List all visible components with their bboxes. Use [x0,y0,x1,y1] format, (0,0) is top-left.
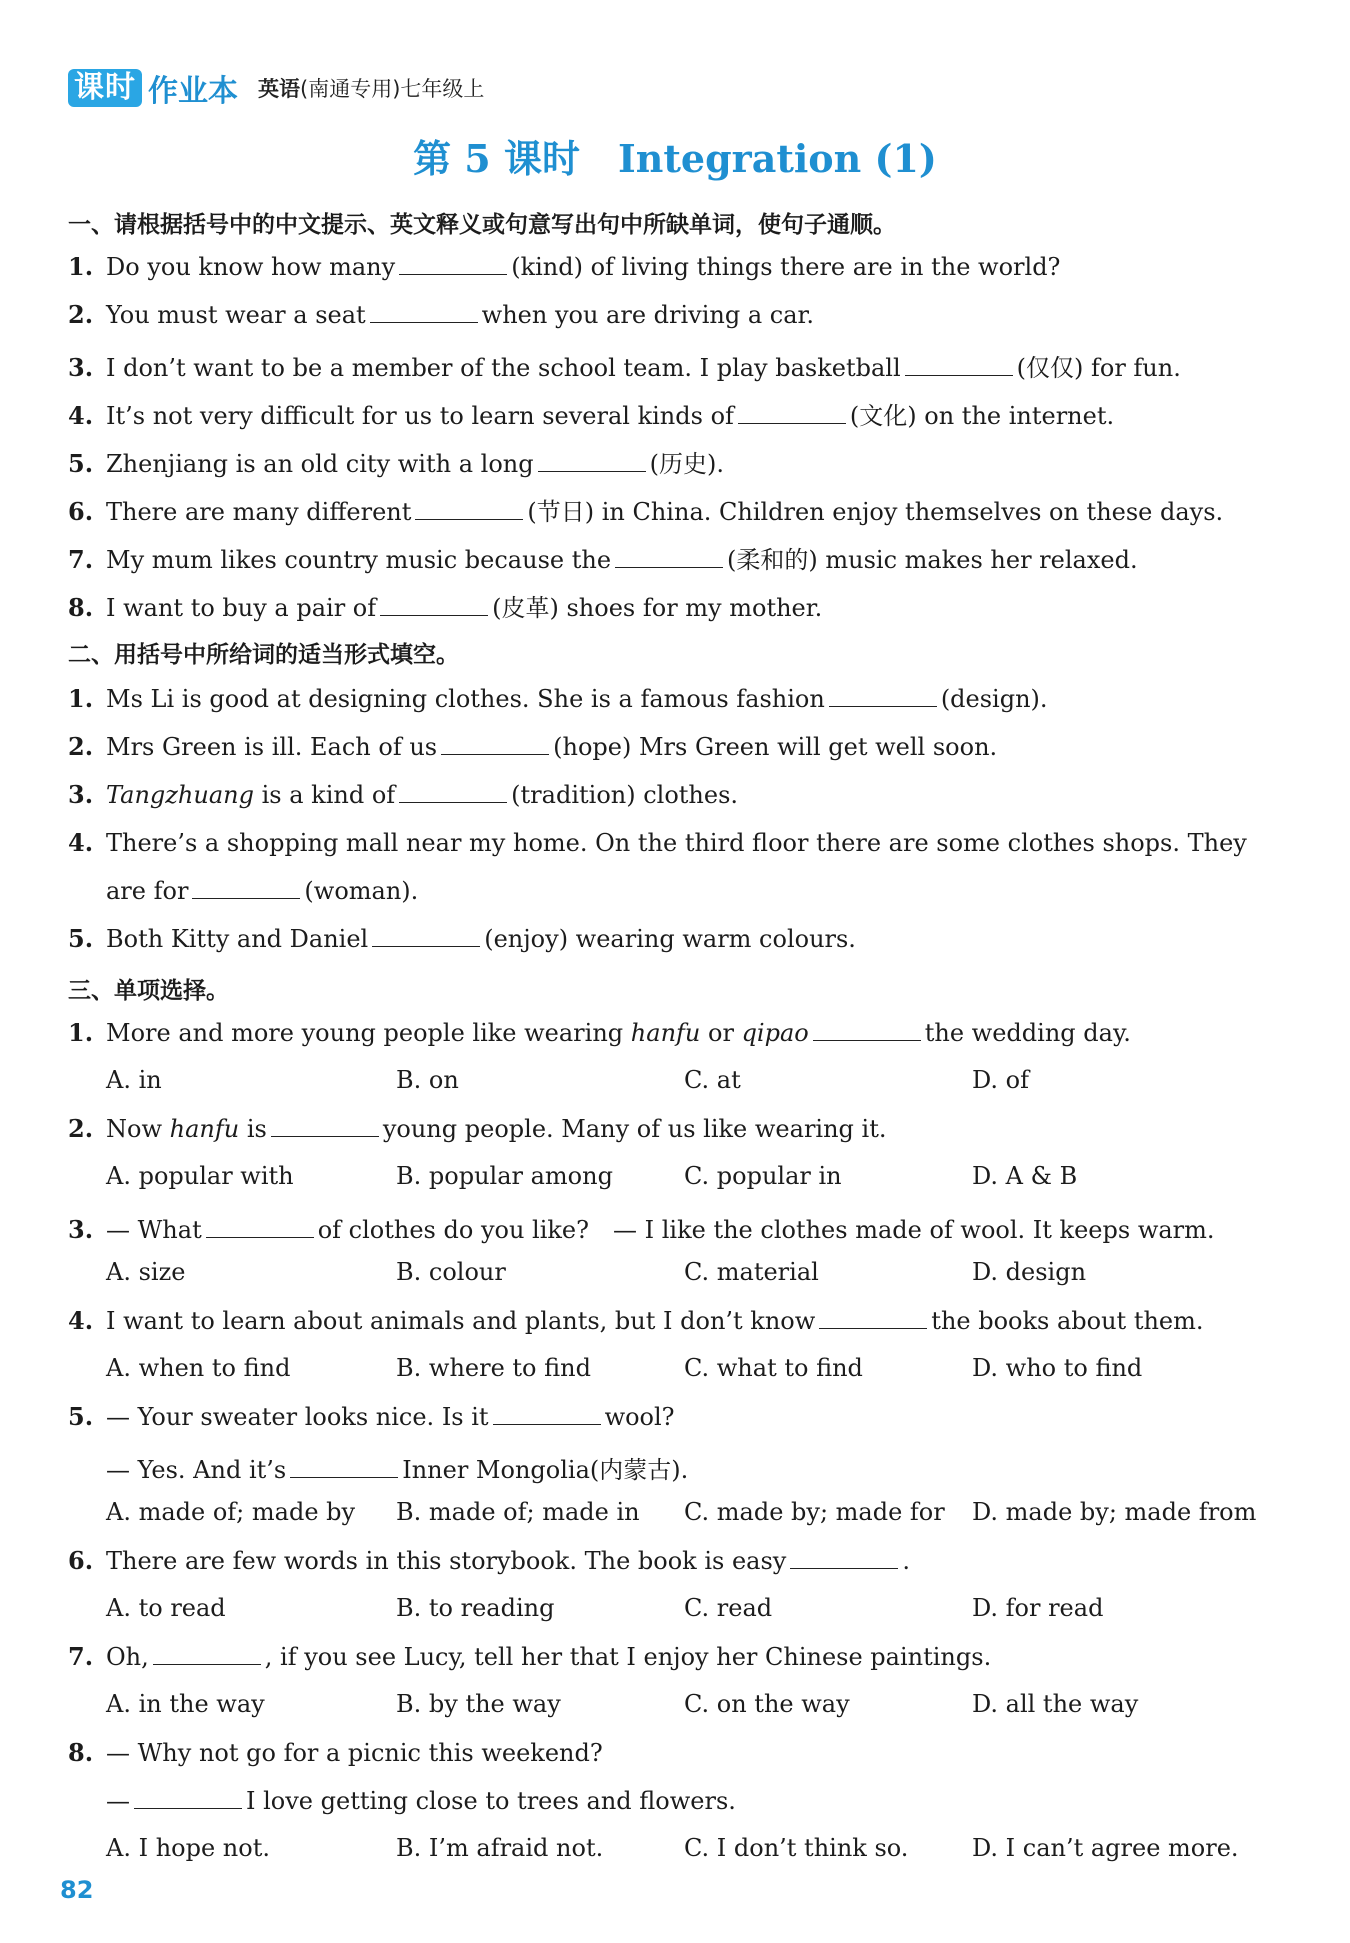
option-a[interactable]: A. I hope not. [106,1834,270,1862]
option-b[interactable]: B. I’m afraid not. [396,1834,604,1862]
answer-blank[interactable] [134,1786,242,1809]
question-text: I don’t want to be a member of the school team. I play basketball [106,354,901,382]
part1-question-4 [68,396,1114,431]
page-number: 82 [60,1876,94,1904]
question-text: Now [106,1115,162,1143]
italic-term: hanfu [169,1115,240,1143]
option-b[interactable]: B. on [396,1066,459,1094]
question-text: — What [106,1216,202,1244]
part3-question-6 [68,1546,910,1575]
question-text: Ms Li is good at designing clothes. She is a famous fashion [106,685,825,713]
question-text-end: young people. Many of us like wearing it. [382,1115,887,1143]
option-a[interactable]: A. to read [106,1594,226,1622]
option-c[interactable]: C. what to find [684,1354,863,1382]
italic-term: hanfu [630,1019,701,1047]
option-d[interactable]: D. for read [972,1594,1104,1622]
option-b[interactable]: B. colour [396,1258,506,1286]
option-c[interactable]: C. at [684,1066,741,1094]
part1-question-3 [68,348,1181,383]
book-subtitle: (南通专用)七年级上 [300,77,485,101]
part1-question-8 [68,588,822,623]
question-text-end: (柔和的) music makes her relaxed. [727,546,1138,574]
option-a[interactable]: A. popular with [106,1162,294,1190]
question-number: 3. [68,353,94,382]
question-text-end: the wedding day. [924,1019,1131,1047]
option-a[interactable]: A. in the way [106,1690,265,1718]
question-text-end: (tradition) clothes. [511,781,739,809]
option-b[interactable]: B. made of; made in [396,1498,640,1526]
question-number: 8. [68,593,94,622]
option-d[interactable]: D. all the way [972,1690,1139,1718]
part3-question-2 [68,1114,887,1143]
question-number: 7. [68,1642,94,1671]
question-text: There are few words in this storybook. The book is easy [106,1547,787,1575]
part3-question-5-reply [106,1450,688,1485]
answer-blank[interactable] [380,593,488,616]
option-d[interactable]: D. who to find [972,1354,1143,1382]
option-d[interactable]: D. A & B [972,1162,1078,1190]
question-number: 4. [68,401,94,430]
question-text: — Why not go for a picnic this weekend? [106,1739,603,1767]
part3-question-1 [68,1018,1131,1047]
question-text: Oh, [106,1643,149,1671]
question-text: is a kind of [261,781,396,809]
option-c[interactable]: C. popular in [684,1162,842,1190]
part1-question-2 [68,300,814,329]
reply-text: — Yes. And it’s [106,1456,287,1484]
part3-question-7 [68,1642,991,1671]
part2-question-4 [68,828,1247,857]
option-d[interactable]: D. of [972,1066,1029,1094]
question-number: 5. [68,924,94,953]
answer-blank[interactable] [790,1546,898,1569]
answer-blank[interactable] [399,780,507,803]
answer-blank[interactable] [813,1018,921,1041]
answer-blank[interactable] [153,1642,261,1665]
part2-question-3 [68,780,738,809]
reply-text-end: I love getting close to trees and flowers. [246,1787,736,1815]
italic-term: Tangzhuang [106,781,254,809]
answer-blank[interactable] [271,1114,379,1137]
question-text-end: (hope) Mrs Green will get well soon. [553,733,998,761]
section-1-heading: 一、请根据括号中的中文提示、英文释义或句意写出句中所缺单词，使句子通顺。 [68,212,896,238]
option-d[interactable]: D. design [972,1258,1087,1286]
answer-blank[interactable] [290,1455,398,1478]
question-text: — Your sweater looks nice. Is it [106,1403,489,1431]
logo-badge: 课时 [68,69,142,107]
option-a[interactable]: A. when to find [106,1354,291,1382]
option-a[interactable]: A. made of; made by [106,1498,356,1526]
part3-question-8 [68,1738,603,1767]
question-text: Do you know how many [106,253,396,281]
question-number: 2. [68,732,94,761]
question-text-end: (kind) of living things there are in the world? [511,253,1061,281]
subject-label: 英语 [258,77,300,101]
part2-question-2 [68,732,997,761]
option-c[interactable]: C. read [684,1594,773,1622]
part1-question-1 [68,252,1060,281]
question-text: My mum likes country music because the [106,546,612,574]
option-a[interactable]: A. in [106,1066,162,1094]
header [68,68,484,108]
question-number: 1. [68,684,94,713]
section-3-heading: 三、单项选择。 [68,978,229,1004]
italic-term: qipao [741,1019,809,1047]
book-title [258,73,484,103]
answer-blank[interactable] [399,252,507,275]
question-text: I want to learn about animals and plants, but I don’t know [106,1307,816,1335]
answer-blank[interactable] [372,924,480,947]
brand-logo [68,66,238,110]
option-b[interactable]: B. where to find [396,1354,591,1382]
question-text: I want to buy a pair of [106,594,377,622]
question-text-end: when you are driving a car. [481,301,815,329]
answer-blank[interactable] [370,300,478,323]
option-c[interactable]: C. on the way [684,1690,850,1718]
option-b[interactable]: B. by the way [396,1690,561,1718]
part3-question-5 [68,1402,675,1431]
question-text-mid: is [246,1115,267,1143]
answer-blank[interactable] [538,449,646,472]
question-text: It’s not very difficult for us to learn several kinds of [106,402,734,430]
option-d[interactable]: D. I can’t agree more. [972,1834,1239,1862]
question-text-end: . [902,1547,910,1575]
part2-question-1 [68,684,1048,713]
question-text-end: (woman). [304,877,419,905]
reply-text-end: Inner Mongolia(内蒙古). [402,1456,689,1484]
question-number: 5. [68,449,94,478]
part2-question-5 [68,924,856,953]
question-number: 2. [68,1114,94,1143]
option-c[interactable]: C. I don’t think so. [684,1834,909,1862]
question-number: 6. [68,497,94,526]
answer-blank[interactable] [493,1402,601,1425]
question-text-end: (皮革) shoes for my mother. [492,594,823,622]
answer-blank[interactable] [415,497,523,520]
reply-text: — [106,1787,130,1815]
option-b[interactable]: B. to reading [396,1594,555,1622]
question-text-end: (节日) in China. Children enjoy themselves on these days. [527,498,1224,526]
question-number: 1. [68,252,94,281]
question-text: You must wear a seat [106,301,366,329]
part2-question-4-continued [106,876,418,905]
question-number: 1. [68,1018,94,1047]
answer-blank[interactable] [615,545,723,568]
logo-text: 作业本 [148,74,238,109]
question-text-end: the books about them. [931,1307,1204,1335]
answer-blank[interactable] [829,684,937,707]
question-text-end: (design). [940,685,1048,713]
question-text: Mrs Green is ill. Each of us [106,733,438,761]
question-number: 2. [68,300,94,329]
question-number: 5. [68,1402,94,1431]
answer-blank[interactable] [441,732,549,755]
lesson-title: 第 5 课时 Integration (1) [413,136,937,181]
question-text: Both Kitty and Daniel [106,925,369,953]
part1-question-5 [68,444,724,479]
question-number: 3. [68,780,94,809]
question-number: 4. [68,828,94,857]
question-text-end: (enjoy) wearing warm colours. [484,925,856,953]
question-text-end: wool? [604,1403,675,1431]
answer-blank[interactable] [192,876,300,899]
question-text: There are many different [106,498,412,526]
part1-question-7 [68,540,1138,575]
question-number: 7. [68,545,94,574]
question-text-end: (历史). [649,450,724,478]
option-c[interactable]: C. material [684,1258,819,1286]
part3-question-8-reply [106,1786,736,1815]
answer-blank[interactable] [819,1306,927,1329]
part1-question-6 [68,492,1223,527]
section-2-heading: 二、用括号中所给词的适当形式填空。 [68,642,459,668]
question-number: 6. [68,1546,94,1575]
part3-question-4 [68,1306,1204,1335]
option-d[interactable]: D. made by; made from [972,1498,1257,1526]
option-a[interactable]: A. size [106,1258,186,1286]
question-text: There’s a shopping mall near my home. On the third floor there are some clothes shops. They [106,829,1247,857]
question-text-end: , if you see Lucy, tell her that I enjoy her Chinese paintings. [264,1643,992,1671]
option-c[interactable]: C. made by; made for [684,1498,945,1526]
question-number: 4. [68,1306,94,1335]
answer-blank[interactable] [206,1215,314,1238]
question-text-mid: or [708,1019,734,1047]
question-number: 8. [68,1738,94,1767]
question-text-end: (文化) on the internet. [849,402,1115,430]
option-b[interactable]: B. popular among [396,1162,613,1190]
question-text: Zhenjiang is an old city with a long [106,450,534,478]
part3-question-3 [68,1210,1215,1245]
answer-blank[interactable] [905,353,1013,376]
question-number: 3. [68,1215,94,1244]
question-text-end: of clothes do you like? — I like the clothes made of wool. It keeps warm. [317,1216,1215,1244]
question-text: are for [106,877,189,905]
answer-blank[interactable] [738,401,846,424]
question-text-end: (仅仅) for fun. [1016,354,1181,382]
question-text: More and more young people like wearing [106,1019,624,1047]
